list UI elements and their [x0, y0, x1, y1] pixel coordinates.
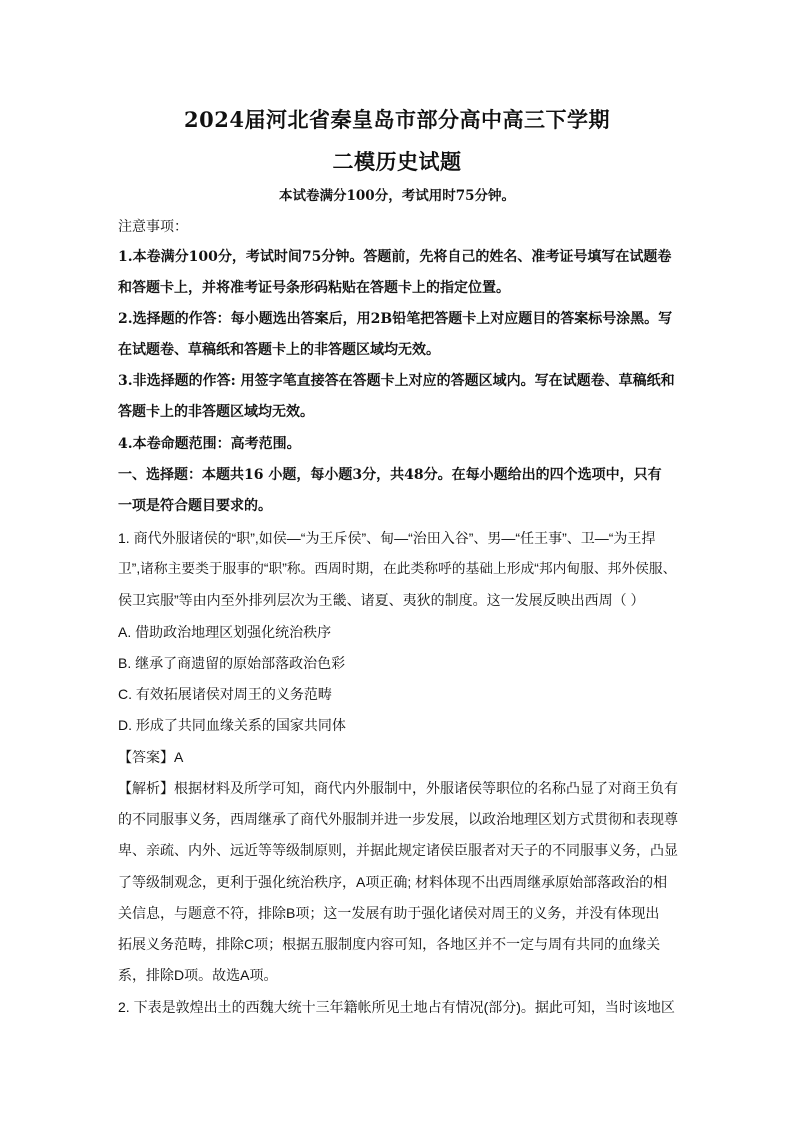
question-1-option-c: C. 有效拓展诸侯对周王的义务范畴 [118, 686, 332, 702]
note-3-line-1: 3.非选择题的作答: 用签字笔直接答在答题卡上对应的答题区域内。写在试题卷、草稿纸和 [118, 373, 675, 389]
question-2-stem-line-1: 2. 下表是敦煌出土的西魏大统十三年籍帐所见土地占有情况(部分)。据此可知，当时该地区 [118, 999, 675, 1015]
question-1-stem-line-3: 侯卫宾服”等由内至外排列层次为王畿、诸夏、夷狄的制度。这一发展反映出西周（ ） [118, 592, 645, 608]
question-1-answer: 【答案】A [118, 749, 184, 765]
question-1-stem-line-2: 卫”,诸称主要类于服事的“职”称。西周时期，在此类称呼的基础上形成“邦内甸服、邦外侯服、 [118, 561, 677, 576]
question-1-analysis-line-1 [118, 778, 680, 798]
section-heading-line-2: 一项是符合题目要求的。 [118, 498, 272, 514]
exam-subtitle: 本试卷满分100分，考试用时75分钟。 [279, 188, 515, 204]
question-1-option-b: B. 继承了商遗留的原始部落政治色彩 [118, 655, 346, 671]
analysis-text: 根据材料及所学可知，商代内外服制中，外服诸侯等职位的名称凸显了对商王负有 [174, 780, 678, 796]
analysis-label: 【解析】 [118, 780, 174, 796]
question-1-analysis-line-5: 关信息，与题意不符，排除B项；这一发展有助于强化诸侯对周王的义务，并没有体现出 [118, 905, 660, 921]
question-1-analysis-line-3: 卑、亲疏、内外、远近等等级制原则，并据此规定诸侯臣服者对天子的不同服事义务，凸显 [118, 842, 678, 858]
note-1-line-2: 和答题卡上，并将准考证号条形码粘贴在答题卡上的指定位置。 [118, 280, 510, 296]
question-1-option-d: D. 形成了共同血缘关系的国家共同体 [118, 717, 346, 733]
note-3-line-2: 答题卡上的非答题区域均无效。 [118, 404, 314, 420]
notes-heading: 注意事项： [118, 219, 188, 235]
note-2-line-2: 在试题卷、草稿纸和答题卡上的非答题区域均无效。 [118, 342, 440, 358]
exam-title-line2: 二模历史试题 [332, 149, 462, 174]
question-1-analysis-line-7: 系，排除D项。故选A项。 [118, 967, 278, 983]
question-1-option-a: A. 借助政治地理区划强化统治秩序 [118, 624, 332, 640]
question-1-analysis-line-4: 了等级制观念，更利于强化统治秩序，A项正确; 材料体现不出西周继承原始部落政治的相 [118, 874, 668, 890]
section-heading-line-1: 一、选择题：本题共16 小题，每小题3分，共48分。在每小题给出的四个选项中，只有 [118, 467, 662, 483]
question-1-analysis-line-2: 的不同服事义务，西周继承了商代外服制并进一步发展，以政治地理区划方式贯彻和表现尊 [118, 811, 678, 827]
note-1-line-1: 1.本卷满分100分，考试时间75分钟。答题前，先将自己的姓名、准考证号填写在试题卷 [118, 249, 672, 265]
note-2-line-1: 2.选择题的作答：每小题选出答案后，用2B铅笔把答题卡上对应题目的答案标号涂黑。写 [118, 311, 673, 327]
note-4-line-1: 4.本卷命题范围：高考范围。 [118, 436, 301, 452]
exam-title-line1: 2024届河北省秦皇岛市部分高中高三下学期 [184, 107, 610, 132]
question-1-analysis-line-6: 拓展义务范畴，排除C项；根据五服制度内容可知，各地区并不一定与周有共同的血缘关 [118, 936, 661, 952]
question-1-stem-line-1: 1. 商代外服诸侯的“职”,如侯—“为王斥侯”、甸—“治田入谷”、男—“任王事”、卫—“为王捍 [118, 530, 656, 546]
